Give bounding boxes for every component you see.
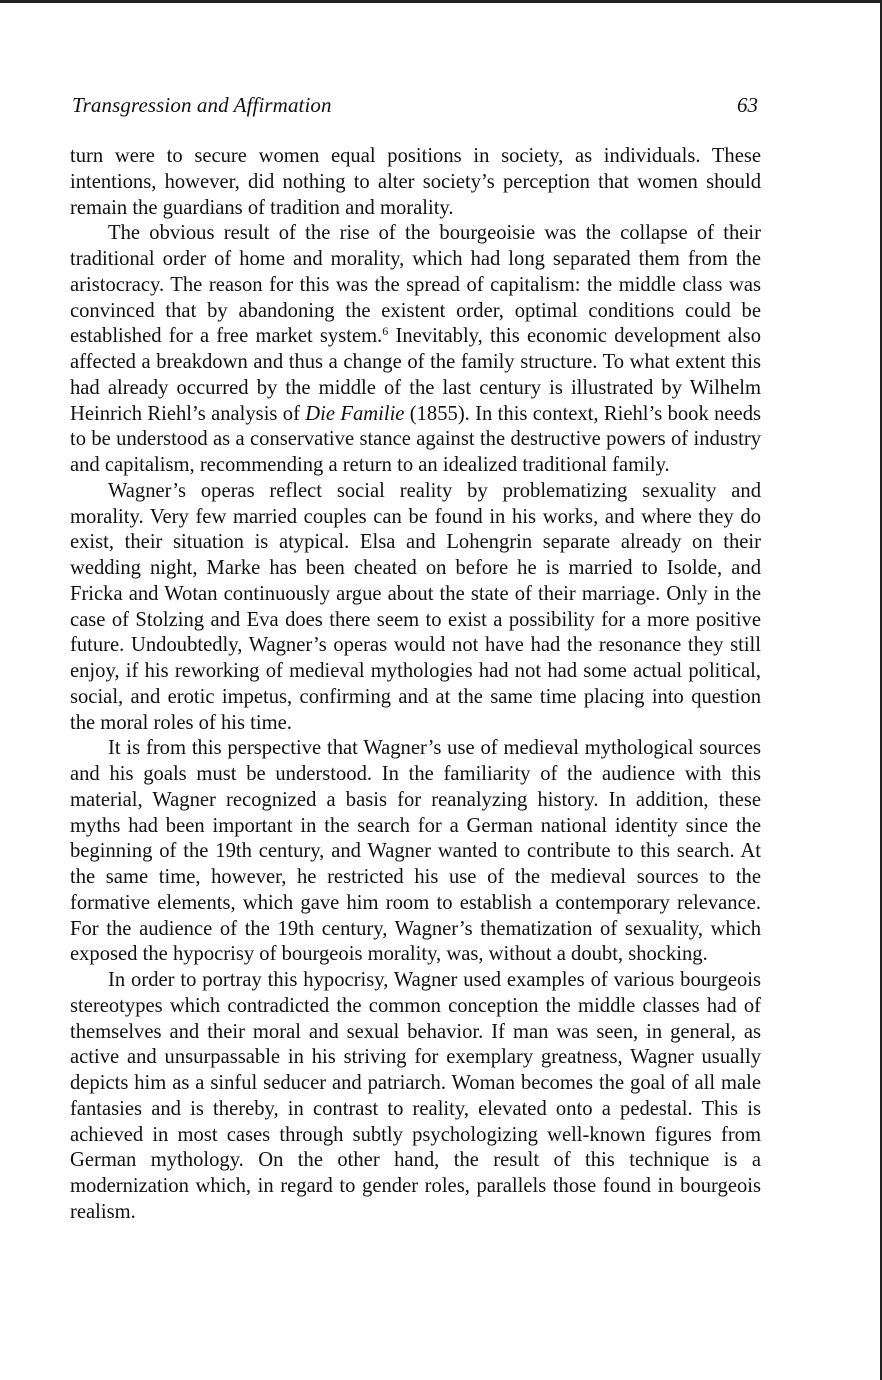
paragraph-2-text-c: (1855). In this context, Riehl’s book needs to be understood as a conservative stance against the destructive powers of industry and capitalism, recommending a return to an idealized traditional family. <box>70 402 762 476</box>
paragraph-1-text: turn were to secure women equal positions in society, as individuals. These intentions, however, did nothing to alter society’s perception that women should remain the guardians of tradition and morality. <box>70 145 761 219</box>
paragraph-4-text: It is from this perspective that Wagner’s use of medieval mythological sources and his goals must be understood. In the familiarity of the audience with this material, Wagner recognized a basis for reanalyzing history. In addition, these myths had been important in the search for a German national identity since the beginning of the 19th century, and Wagner wanted to contribute to this search. At the same time, however, he restricted his use of the medieval sources to the formative elements, which gave him room to establish a contemporary relevance. For the audience of the 19th century, Wagner’s thematization of sexuality, which exposed the hypocrisy of bourgeois morality, was, without a doubt, shocking. <box>70 737 761 966</box>
page-edge-top <box>0 0 882 3</box>
page-number: 63 <box>737 93 758 117</box>
running-head <box>72 93 762 123</box>
paragraph-1 <box>70 144 761 221</box>
running-title: Transgression and Affirmation <box>72 93 332 117</box>
paragraph-3 <box>70 479 761 737</box>
paragraph-2-text-b: Inevitably, this economic development also affected a breakdown and thus a change of the family structure. To what extent this had already occurred by the middle of the last century is illustrated by Wilhelm Heinrich Riehl’s analysis of <box>70 325 761 425</box>
paragraph-4 <box>70 736 761 968</box>
paragraph-5-text: In order to portray this hypocrisy, Wagner used examples of various bourgeois stereotypes which contradicted the common conception the middle classes had of themselves and their moral and sexual behavior. If man was seen, in general, as active and unsurpassable in his striving for exemplary greatness, Wagner usually depicts him as a sinful seducer and patriarch. Woman becomes the goal of all male fantasies and is thereby, in contrast to reality, elevated onto a pedestal. This is achieved in most cases through subtly psychologizing well-known figures from German mythology. On the other hand, the result of this technique is a modernization which, in regard to gender roles, parallels those found in bourgeois realism. <box>70 969 761 1223</box>
paragraph-2-text-a: The obvious result of the rise of the bourgeoisie was the collapse of their traditional order of home and morality, which had long separated them from the aristocracy. The reason for this was the spread of capitalism: the middle class was convinced that by abandoning the existent order, optimal conditions could be established for a free market system. <box>70 222 761 348</box>
paragraph-2 <box>70 221 761 479</box>
footnote-reference[interactable]: 6 <box>382 324 389 339</box>
body-text <box>70 144 761 1226</box>
paragraph-3-text: Wagner’s operas reflect social reality by problematizing sexuality and morality. Very few married couples can be found in his works, and where they do exist, their situation is atypical. Elsa and Lohengrin separate already on their wedding night, Marke has been cheated on before he is married to Isolde, and Fricka and Wotan continuously argue about the state of their marriage. Only in the case of Stolzing and Eva does there seem to exist a possibility for a more positive future. Undoubtedly, Wagner’s operas would not have had the resonance they still enjoy, if his reworking of medieval mythologies had not had some actual political, social, and erotic impetus, confirming and at the same time placing into question the moral roles of his time. <box>70 479 761 734</box>
paragraph-5 <box>70 968 761 1226</box>
book-title: Die Familie <box>305 402 405 425</box>
